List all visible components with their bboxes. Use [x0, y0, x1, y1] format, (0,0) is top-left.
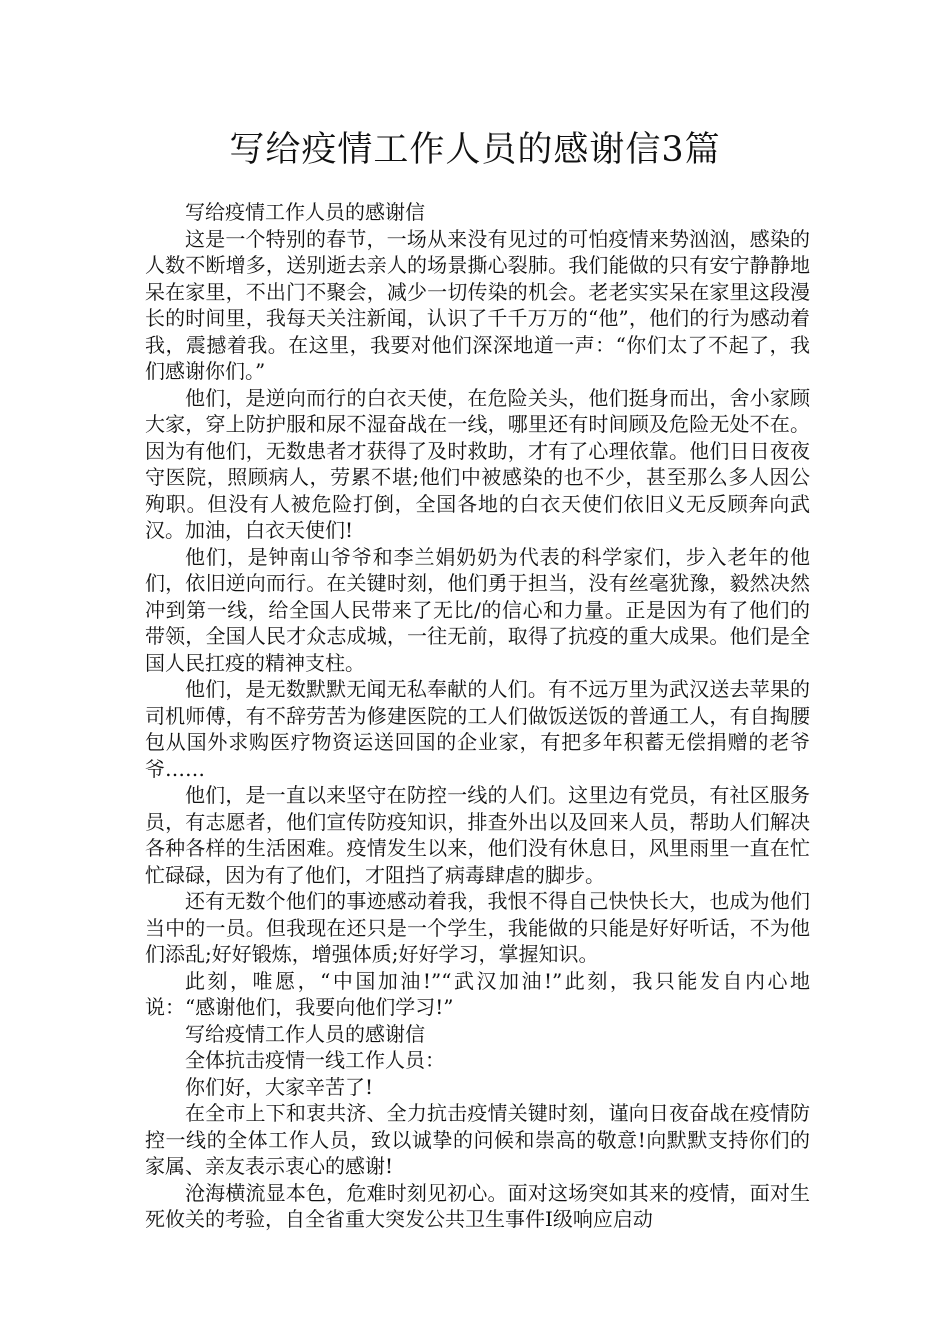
paragraph: 此刻，唯愿，“中国加油!”“武汉加油!”此刻，我只能发自内心地说：“感谢他们，我要向他们学习!” [145, 968, 810, 1019]
paragraph: 写给疫情工作人员的感谢信 [185, 1021, 425, 1046]
paragraph: 他们，是钟南山爷爷和李兰娟奶奶为代表的科学家们，步入老年的他们，依旧逆向而行。在关键时刻，他们勇于担当，没有丝毫犹豫，毅然决然冲到第一线，给全国人民带来了无比/的信心和力量。正是因为有了他们的带领，全国人民才众志成城，一往无前，取得了抗疫的重大成果。他们是全国人民扛疫的精神支柱。 [145, 544, 810, 675]
paragraph: 在全市上下和衷共济、全力抗击疫情关键时刻，谨向日夜奋战在疫情防控一线的全体工作人员，致以诚挚的问候和崇高的敬意!向默默支持你们的家属、亲友表示衷心的感谢! [145, 1101, 810, 1178]
paragraph: 写给疫情工作人员的感谢信 [185, 200, 425, 224]
paragraph: 沧海横流显本色，危难时刻见初心。面对这场突如其来的疫情，面对生死攸关的考验，自全省重大突发公共卫生事件Ⅰ级响应启动 [145, 1180, 810, 1231]
paragraph: 他们，是一直以来坚守在防控一线的人们。这里边有党员，有社区服务员，有志愿者，他们宣传防疫知识，排查外出以及回来人员，帮助人们解决各种各样的生活困难。疫情发生以来，他们没有休息日，风里雨里一直在忙忙碌碌，因为有了他们，才阻挡了病毒肆虐的脚步。 [145, 783, 810, 887]
paragraph: 他们，是逆向而行的白衣天使，在危险关头，他们挺身而出，舍小家顾大家，穿上防护服和尿不湿奋战在一线，哪里还有时间顾及危险无处不在。因为有他们，无数患者才获得了及时救助，才有了心理依靠。他们日日夜夜守医院，照顾病人，劳累不堪;他们中被感染的也不少，甚至那么多人因公殉职。但没有人被危险打倒，全国各地的白衣天使们依旧义无反顾奔向武汉。加油，白衣天使们! [145, 385, 810, 542]
paragraph: 还有无数个他们的事迹感动着我，我恨不得自己快快长大，也成为他们当中的一员。但我现在还只是一个学生，我能做的只能是好好听话，不为他们添乱;好好锻炼，增强体质;好好学习，掌握知识。 [145, 889, 810, 966]
document-title: 写给疫情工作人员的感谢信3篇 [229, 130, 721, 170]
paragraph: 你们好，大家辛苦了! [185, 1074, 374, 1099]
document-body [145, 199, 810, 1233]
paragraph: 他们，是无数默默无闻无私奉献的人们。有不远万里为武汉送去苹果的司机师傅，有不辞劳苦为修建医院的工人们做饭送饭的普通工人，有自掏腰包从国外求购医疗物资运送回国的企业家，有把多年积蓄无偿捐赠的老爷爷…… [145, 677, 810, 781]
paragraph: 这是一个特别的春节，一场从来没有见过的可怕疫情来势汹汹，感染的人数不断增多，送别逝去亲人的场景撕心裂肺。我们能做的只有安宁静静地呆在家里，不出门不聚会，减少一切传染的机会。老老实实呆在家里这段漫长的时间里，我每天关注新闻，认识了千千万万的“他”，他们的行为感动着我，震撼着我。在这里，我要对他们深深地道一声：“你们太了不起了，我们感谢你们。” [145, 226, 810, 383]
paragraph: 全体抗击疫情一线工作人员： [185, 1048, 445, 1072]
